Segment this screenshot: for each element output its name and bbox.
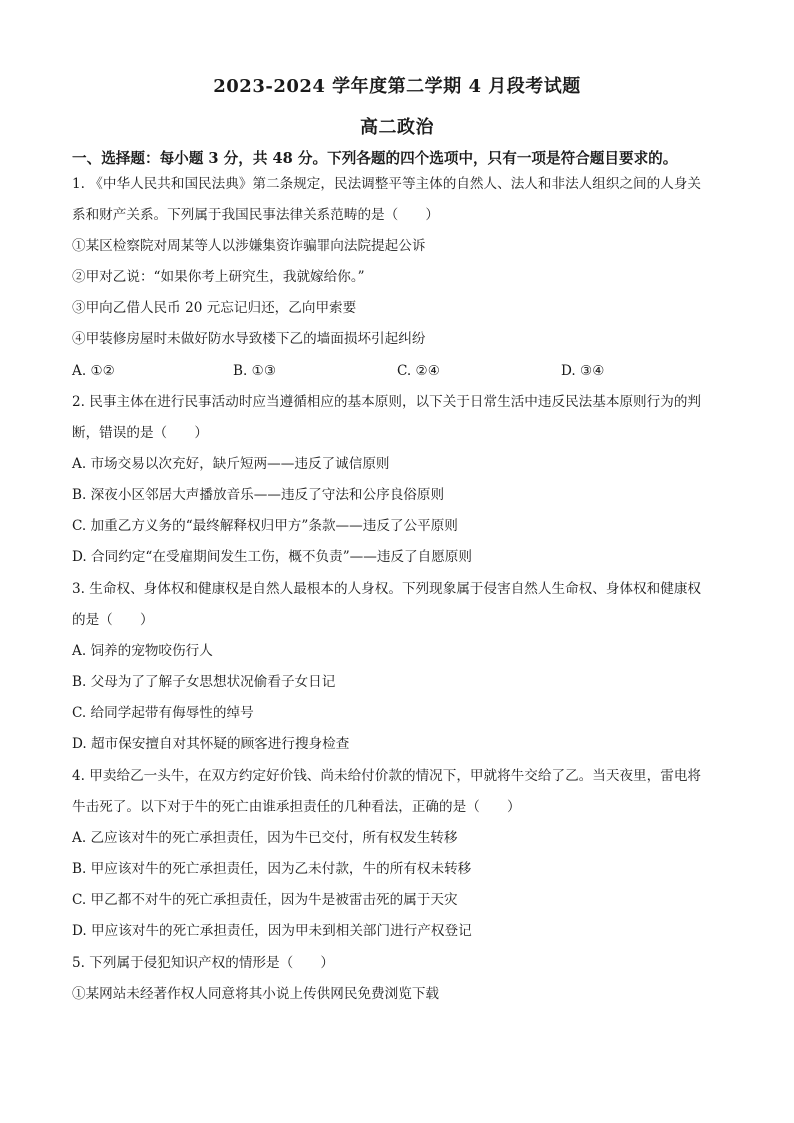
question-2-choice-a[interactable]: A. 市场交易以次充好，缺斤短两——违反了诚信原则 [72, 456, 390, 472]
question-2-stem-line-1: 2. 民事主体在进行民事活动时应当遵循相应的基本原则，以下关于日常生活中违反民法基本原则行为的判 [72, 394, 702, 410]
question-2-choice-d[interactable]: D. 合同约定“在受雇期间发生工伤，概不负责”——违反了自愿原则 [72, 549, 472, 565]
question-4-choice-b[interactable]: B. 甲应该对牛的死亡承担责任，因为乙未付款，牛的所有权未转移 [72, 861, 472, 877]
question-3-stem-line-2: 的是（ ） [72, 612, 154, 628]
question-5-statement-1: ①某网站未经著作权人同意将其小说上传供网民免费浏览下载 [72, 986, 440, 1002]
question-3-choice-b[interactable]: B. 父母为了了解子女思想状况偷看子女日记 [72, 674, 336, 690]
question-1-statement-1: ①某区检察院对周某等人以涉嫌集资诈骗罪向法院提起公诉 [72, 238, 426, 254]
question-1-option-d[interactable]: D. ③④ [561, 363, 605, 379]
question-4-choice-d[interactable]: D. 甲应该对牛的死亡承担责任，因为甲未到相关部门进行产权登记 [72, 923, 472, 939]
question-4-stem-line-2: 牛击死了。以下对于牛的死亡由谁承担责任的几种看法，正确的是（ ） [72, 799, 521, 815]
exam-subject: 高二政治 [360, 117, 434, 138]
question-4-choice-a[interactable]: A. 乙应该对牛的死亡承担责任，因为牛已交付，所有权发生转移 [72, 830, 458, 846]
question-1-option-b[interactable]: B. ①③ [233, 363, 277, 379]
question-2-stem-line-2: 断，错误的是（ ） [72, 425, 208, 441]
section-heading: 一、选择题：每小题 3 分，共 48 分。下列各题的四个选项中，只有一项是符合题目要求的。 [72, 150, 678, 167]
question-2-choice-c[interactable]: C. 加重乙方义务的“最终解释权归甲方”条款——违反了公平原则 [72, 518, 458, 534]
question-1-option-a[interactable]: A. ①② [72, 363, 115, 379]
question-4-choice-c[interactable]: C. 甲乙都不对牛的死亡承担责任，因为牛是被雷击死的属于天灾 [72, 892, 458, 908]
exam-title: 2023-2024 学年度第二学期 4 月段考试题 [213, 76, 581, 97]
question-1-statement-4: ④甲装修房屋时未做好防水导致楼下乙的墙面损坏引起纠纷 [72, 331, 426, 347]
question-4-stem-line-1: 4. 甲卖给乙一头牛，在双方约定好价钱、尚未给付价款的情况下，甲就将牛交给了乙。当天夜里，雷电将 [72, 768, 702, 784]
question-1-options [72, 362, 728, 380]
question-1-stem-line-2: 系和财产关系。下列属于我国民事法律关系范畴的是（ ） [72, 207, 440, 223]
question-3-choice-d[interactable]: D. 超市保安擅自对其怀疑的顾客进行搜身检查 [72, 736, 350, 752]
question-5-stem-line-1: 5. 下列属于侵犯知识产权的情形是（ ） [72, 955, 334, 971]
question-3-choice-c[interactable]: C. 给同学起带有侮辱性的绰号 [72, 705, 254, 721]
question-1-option-c[interactable]: C. ②④ [397, 363, 440, 379]
question-1-statement-2: ②甲对乙说：“如果你考上研究生，我就嫁给你。” [72, 269, 365, 285]
question-3-stem-line-1: 3. 生命权、身体权和健康权是自然人最根本的人身权。下列现象属于侵害自然人生命权、身体权和健康权 [72, 581, 702, 597]
question-1-stem-line-1: 1. 《中华人民共和国民法典》第二条规定，民法调整平等主体的自然人、法人和非法人组织之间的人身关 [72, 176, 702, 192]
question-1-statement-3: ③甲向乙借人民币 20 元忘记归还，乙向甲索要 [72, 300, 357, 316]
question-3-choice-a[interactable]: A. 饲养的宠物咬伤行人 [72, 643, 213, 659]
question-2-choice-b[interactable]: B. 深夜小区邻居大声播放音乐——违反了守法和公序良俗原则 [72, 487, 445, 503]
